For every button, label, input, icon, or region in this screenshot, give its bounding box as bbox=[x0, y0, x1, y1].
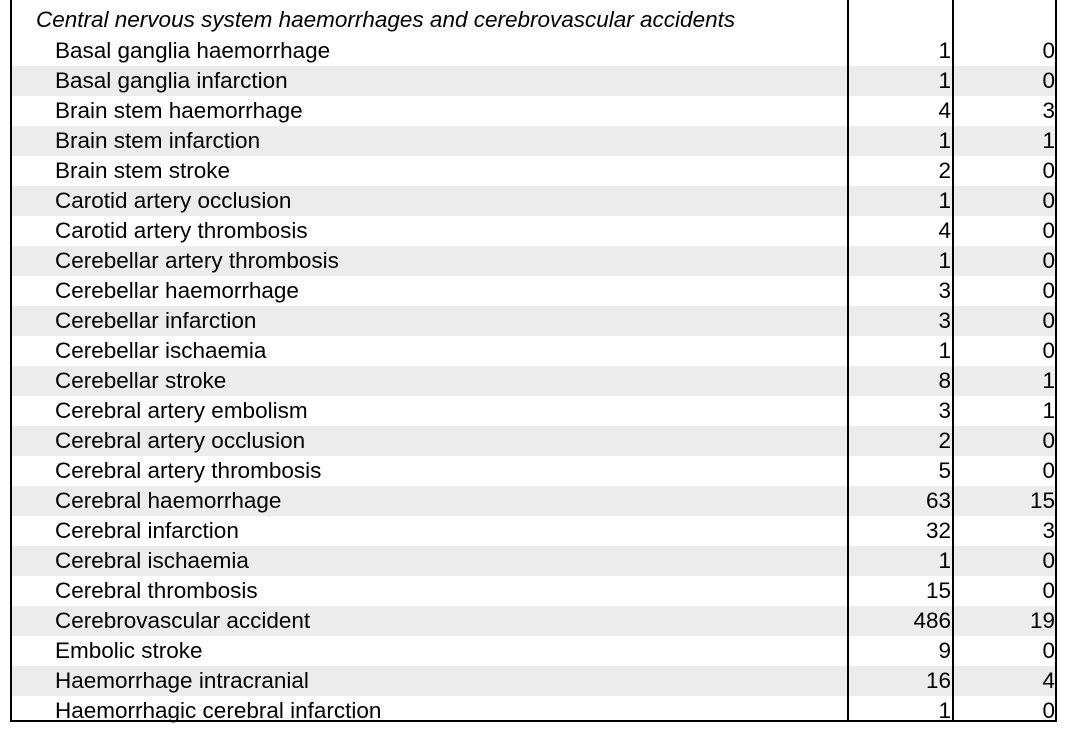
row-term: Carotid artery occlusion bbox=[55, 188, 292, 213]
row-count-2: 4 bbox=[1042, 668, 1055, 693]
section-title: Central nervous system haemorrhages and cerebrovascular accidents bbox=[36, 7, 736, 32]
row-count-2: 0 bbox=[1042, 338, 1055, 363]
table-row bbox=[12, 66, 1055, 96]
table-row bbox=[12, 696, 1055, 726]
table-row bbox=[12, 126, 1055, 156]
row-count-2: 1 bbox=[1042, 128, 1055, 153]
table-row bbox=[12, 456, 1055, 486]
row-count-2: 3 bbox=[1042, 98, 1055, 123]
table-row bbox=[12, 426, 1055, 456]
table-row bbox=[12, 486, 1055, 516]
row-term: Cerebral haemorrhage bbox=[55, 488, 282, 513]
row-term: Cerebral artery thrombosis bbox=[55, 458, 322, 483]
row-count-1: 1 bbox=[938, 38, 951, 63]
table-row bbox=[12, 246, 1055, 276]
table-row bbox=[12, 666, 1055, 696]
table-row bbox=[12, 546, 1055, 576]
table-row bbox=[12, 96, 1055, 126]
row-count-2: 1 bbox=[1042, 398, 1055, 423]
row-term: Cerebral thrombosis bbox=[55, 578, 258, 603]
row-count-1: 2 bbox=[938, 158, 951, 183]
row-count-2: 0 bbox=[1042, 698, 1055, 723]
row-count-1: 3 bbox=[938, 398, 951, 423]
row-count-1: 4 bbox=[938, 98, 951, 123]
table-row bbox=[12, 396, 1055, 426]
row-count-1: 1 bbox=[938, 128, 951, 153]
row-count-1: 15 bbox=[925, 578, 951, 603]
row-count-2: 3 bbox=[1042, 518, 1055, 543]
row-term: Brain stem stroke bbox=[55, 158, 231, 183]
row-count-1: 2 bbox=[938, 428, 951, 453]
row-term: Brain stem infarction bbox=[55, 128, 261, 153]
row-count-1: 486 bbox=[913, 608, 951, 633]
row-count-2: 0 bbox=[1042, 68, 1055, 93]
row-term: Cerebral artery occlusion bbox=[55, 428, 306, 453]
row-count-2: 19 bbox=[1029, 608, 1055, 633]
table-row bbox=[12, 366, 1055, 396]
row-count-2: 0 bbox=[1042, 548, 1055, 573]
row-term: Cerebellar artery thrombosis bbox=[55, 248, 339, 273]
column-divider-2 bbox=[952, 0, 954, 720]
row-count-1: 32 bbox=[925, 518, 951, 543]
row-count-2: 0 bbox=[1042, 638, 1055, 663]
row-count-1: 8 bbox=[938, 368, 951, 393]
row-term: Cerebral infarction bbox=[55, 518, 239, 543]
row-count-2: 0 bbox=[1042, 308, 1055, 333]
table-row bbox=[12, 36, 1055, 66]
table-row bbox=[12, 306, 1055, 336]
row-term: Cerebellar haemorrhage bbox=[55, 278, 299, 303]
row-count-2: 0 bbox=[1042, 578, 1055, 603]
table-row bbox=[12, 216, 1055, 246]
row-count-2: 15 bbox=[1029, 488, 1055, 513]
row-count-1: 16 bbox=[925, 668, 951, 693]
table-row bbox=[12, 606, 1055, 636]
row-count-1: 1 bbox=[938, 338, 951, 363]
column-divider-1 bbox=[847, 0, 849, 720]
row-count-1: 5 bbox=[938, 458, 951, 483]
row-count-1: 1 bbox=[938, 68, 951, 93]
table-row bbox=[12, 276, 1055, 306]
row-count-1: 4 bbox=[938, 218, 951, 243]
row-count-2: 0 bbox=[1042, 158, 1055, 183]
row-count-2: 1 bbox=[1042, 368, 1055, 393]
row-count-2: 0 bbox=[1042, 218, 1055, 243]
row-term: Cerebellar stroke bbox=[55, 368, 227, 393]
row-term: Basal ganglia infarction bbox=[55, 68, 288, 93]
row-count-1: 3 bbox=[938, 278, 951, 303]
row-count-2: 0 bbox=[1042, 428, 1055, 453]
row-count-1: 1 bbox=[938, 248, 951, 273]
row-term: Brain stem haemorrhage bbox=[55, 98, 303, 123]
data-table bbox=[10, 0, 1057, 722]
row-term: Cerebellar infarction bbox=[55, 308, 257, 333]
row-count-2: 0 bbox=[1042, 458, 1055, 483]
table-row bbox=[12, 576, 1055, 606]
row-count-1: 1 bbox=[938, 698, 951, 723]
row-term: Basal ganglia haemorrhage bbox=[55, 38, 331, 63]
table-row bbox=[12, 186, 1055, 216]
row-count-1: 3 bbox=[938, 308, 951, 333]
row-count-2: 0 bbox=[1042, 278, 1055, 303]
row-term: Haemorrhage intracranial bbox=[55, 668, 309, 693]
row-count-1: 63 bbox=[925, 488, 951, 513]
row-term: Cerebellar ischaemia bbox=[55, 338, 267, 363]
table-row bbox=[12, 156, 1055, 186]
table-row bbox=[12, 516, 1055, 546]
row-count-2: 0 bbox=[1042, 248, 1055, 273]
row-count-1: 1 bbox=[938, 188, 951, 213]
row-term: Cerebral ischaemia bbox=[55, 548, 249, 573]
row-term: Cerebrovascular accident bbox=[55, 608, 311, 633]
row-count-1: 9 bbox=[938, 638, 951, 663]
row-term: Cerebral artery embolism bbox=[55, 398, 308, 423]
row-count-2: 0 bbox=[1042, 38, 1055, 63]
row-count-1: 1 bbox=[938, 548, 951, 573]
row-count-2: 0 bbox=[1042, 188, 1055, 213]
row-term: Carotid artery thrombosis bbox=[55, 218, 308, 243]
table-row bbox=[12, 636, 1055, 666]
row-term: Embolic stroke bbox=[55, 638, 203, 663]
table-row bbox=[12, 336, 1055, 366]
row-term: Haemorrhagic cerebral infarction bbox=[55, 698, 382, 723]
